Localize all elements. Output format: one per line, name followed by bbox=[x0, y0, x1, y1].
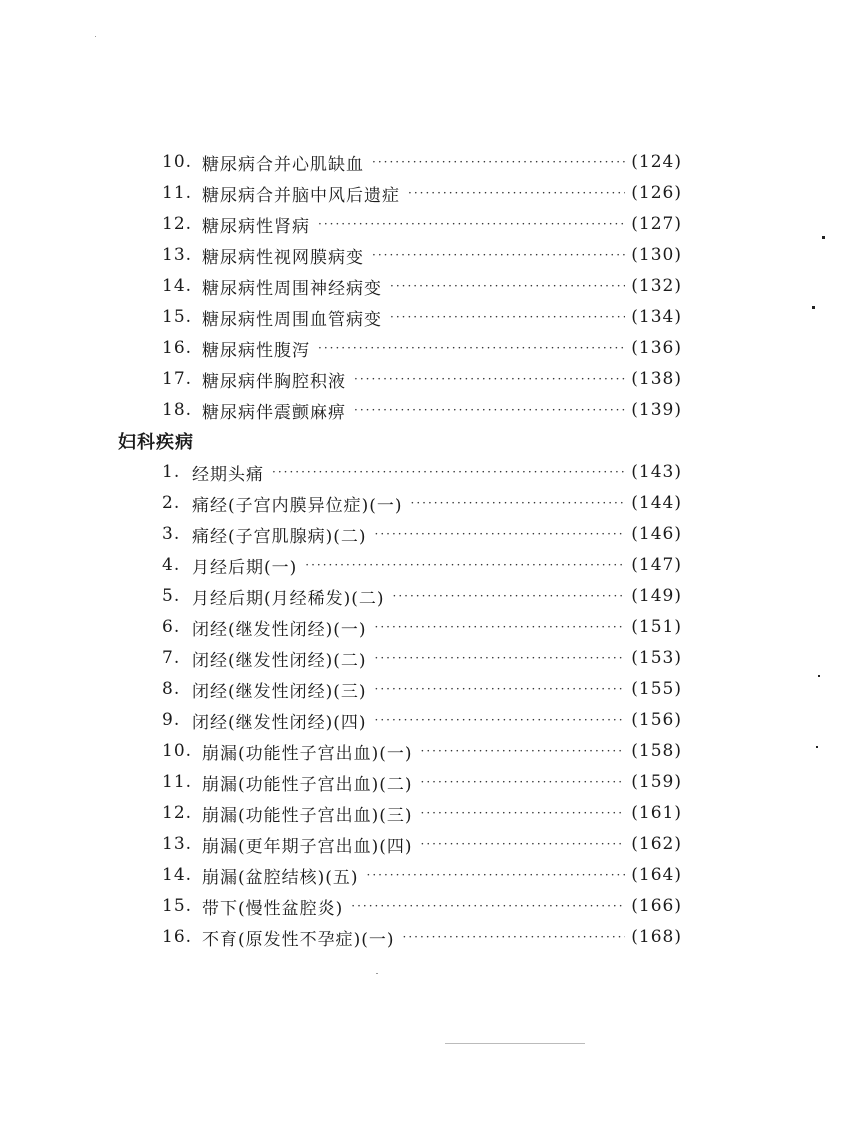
entry-number: 6. bbox=[162, 617, 181, 637]
entry-title: 不育(原发性不孕症)(一) bbox=[202, 929, 395, 950]
dot-leader bbox=[351, 899, 625, 913]
entry-number: 11. bbox=[162, 772, 193, 792]
dot-leader bbox=[354, 372, 625, 386]
entry-title: 糖尿病伴胸腔积液 bbox=[202, 371, 346, 392]
toc-entry bbox=[162, 674, 682, 704]
dot-leader bbox=[375, 651, 626, 665]
dot-leader bbox=[367, 868, 626, 882]
toc-entry bbox=[162, 860, 682, 890]
toc-entry bbox=[162, 240, 682, 270]
entry-page: (149) bbox=[631, 586, 682, 606]
dot-leader bbox=[403, 930, 626, 944]
toc-entry bbox=[162, 519, 682, 549]
entry-number: 5. bbox=[162, 586, 181, 606]
dot-leader bbox=[390, 279, 625, 293]
toc-entry bbox=[162, 891, 682, 921]
entry-page: (139) bbox=[631, 400, 682, 420]
toc-entry bbox=[162, 209, 682, 239]
toc-entry bbox=[162, 271, 682, 301]
entry-page: (164) bbox=[631, 865, 682, 885]
entry-number: 14. bbox=[162, 276, 193, 296]
scan-speck bbox=[816, 746, 818, 748]
entry-number: 9. bbox=[162, 710, 181, 730]
entry-page: (136) bbox=[631, 338, 682, 358]
dot-leader bbox=[390, 310, 625, 324]
toc-entry bbox=[162, 643, 682, 673]
toc-entry bbox=[162, 581, 682, 611]
entry-title: 经期头痛 bbox=[192, 464, 264, 485]
entry-page: (144) bbox=[631, 493, 682, 513]
entry-title: 崩漏(盆腔结核)(五) bbox=[202, 867, 359, 888]
toc-entry bbox=[162, 395, 682, 425]
entry-title: 崩漏(更年期子宫出血)(四) bbox=[202, 836, 413, 857]
dot-leader bbox=[372, 155, 625, 169]
entry-page: (151) bbox=[631, 617, 682, 637]
toc-entry bbox=[162, 147, 682, 177]
entry-number: 16. bbox=[162, 338, 193, 358]
dot-leader bbox=[421, 837, 626, 851]
entry-number: 15. bbox=[162, 307, 193, 327]
dot-leader bbox=[272, 465, 625, 479]
dot-leader bbox=[421, 775, 626, 789]
toc-entry bbox=[162, 705, 682, 735]
entry-page: (153) bbox=[631, 648, 682, 668]
dot-leader bbox=[305, 558, 625, 572]
entry-number: 12. bbox=[162, 214, 193, 234]
entry-number: 4. bbox=[162, 555, 181, 575]
entry-number: 1. bbox=[162, 462, 181, 482]
toc-entry bbox=[162, 736, 682, 766]
entry-number: 13. bbox=[162, 245, 193, 265]
scan-speck bbox=[445, 1043, 585, 1044]
entry-title: 糖尿病合并脑中风后遗症 bbox=[202, 185, 400, 206]
dot-leader bbox=[375, 620, 626, 634]
entry-title: 闭经(继发性闭经)(一) bbox=[192, 619, 367, 640]
entry-number: 2. bbox=[162, 493, 181, 513]
scan-speck bbox=[376, 973, 378, 974]
toc-entry bbox=[162, 302, 682, 332]
entry-number: 7. bbox=[162, 648, 181, 668]
toc-entry bbox=[162, 457, 682, 487]
scan-speck bbox=[822, 236, 825, 239]
entry-title: 闭经(继发性闭经)(二) bbox=[192, 650, 367, 671]
entry-number: 10. bbox=[162, 741, 193, 761]
entry-title: 糖尿病性肾病 bbox=[202, 216, 310, 237]
entry-title: 糖尿病性周围血管病变 bbox=[202, 309, 382, 330]
entry-title: 崩漏(功能性子宫出血)(一) bbox=[202, 743, 413, 764]
entry-number: 8. bbox=[162, 679, 181, 699]
dot-leader bbox=[393, 589, 626, 603]
entry-title: 糖尿病性腹泻 bbox=[202, 340, 310, 361]
toc-entry bbox=[162, 364, 682, 394]
scan-speck bbox=[95, 36, 96, 37]
entry-page: (166) bbox=[631, 896, 682, 916]
toc-entry bbox=[162, 922, 682, 952]
entry-title: 带下(慢性盆腔炎) bbox=[202, 898, 344, 919]
entry-page: (124) bbox=[631, 152, 682, 172]
toc-entry bbox=[162, 488, 682, 518]
entry-number: 12. bbox=[162, 803, 193, 823]
entry-page: (161) bbox=[631, 803, 682, 823]
entry-page: (158) bbox=[631, 741, 682, 761]
entry-page: (156) bbox=[631, 710, 682, 730]
dot-leader bbox=[421, 806, 626, 820]
section-heading: 妇科疾病 bbox=[118, 432, 194, 453]
toc-entry bbox=[162, 767, 682, 797]
entry-page: (138) bbox=[631, 369, 682, 389]
entry-number: 11. bbox=[162, 183, 193, 203]
entry-page: (168) bbox=[631, 927, 682, 947]
entry-page: (147) bbox=[631, 555, 682, 575]
entry-page: (143) bbox=[631, 462, 682, 482]
entry-title: 月经后期(月经稀发)(二) bbox=[192, 588, 385, 609]
entry-title: 糖尿病伴震颤麻痹 bbox=[202, 402, 346, 423]
dot-leader bbox=[421, 744, 626, 758]
entry-number: 17. bbox=[162, 369, 193, 389]
dot-leader bbox=[408, 186, 625, 200]
entry-page: (162) bbox=[631, 834, 682, 854]
entry-page: (130) bbox=[631, 245, 682, 265]
entry-page: (146) bbox=[631, 524, 682, 544]
entry-page: (132) bbox=[631, 276, 682, 296]
dot-leader bbox=[375, 713, 626, 727]
entry-title: 崩漏(功能性子宫出血)(三) bbox=[202, 805, 413, 826]
dot-leader bbox=[375, 682, 626, 696]
entry-title: 痛经(子宫肌腺病)(二) bbox=[192, 526, 367, 547]
entry-number: 15. bbox=[162, 896, 193, 916]
entry-page: (126) bbox=[631, 183, 682, 203]
entry-number: 3. bbox=[162, 524, 181, 544]
entry-page: (159) bbox=[631, 772, 682, 792]
dot-leader bbox=[411, 496, 626, 510]
entry-page: (155) bbox=[631, 679, 682, 699]
entry-title: 糖尿病合并心肌缺血 bbox=[202, 154, 364, 175]
entry-title: 闭经(继发性闭经)(三) bbox=[192, 681, 367, 702]
entry-title: 月经后期(一) bbox=[192, 557, 298, 578]
scan-speck bbox=[818, 675, 820, 677]
dot-leader bbox=[375, 527, 626, 541]
entry-title: 糖尿病性视网膜病变 bbox=[202, 247, 364, 268]
entry-number: 10. bbox=[162, 152, 193, 172]
toc-entry bbox=[162, 829, 682, 859]
entry-number: 14. bbox=[162, 865, 193, 885]
dot-leader bbox=[372, 248, 625, 262]
entry-page: (127) bbox=[631, 214, 682, 234]
entry-number: 16. bbox=[162, 927, 193, 947]
toc-entry bbox=[162, 612, 682, 642]
entry-number: 13. bbox=[162, 834, 193, 854]
dot-leader bbox=[318, 217, 625, 231]
toc-entry bbox=[162, 333, 682, 363]
toc-entry bbox=[162, 550, 682, 580]
entry-page: (134) bbox=[631, 307, 682, 327]
entry-title: 糖尿病性周围神经病变 bbox=[202, 278, 382, 299]
dot-leader bbox=[354, 403, 625, 417]
entry-title: 崩漏(功能性子宫出血)(二) bbox=[202, 774, 413, 795]
entry-title: 痛经(子宫内膜异位症)(一) bbox=[192, 495, 403, 516]
scan-speck bbox=[812, 306, 815, 309]
dot-leader bbox=[318, 341, 625, 355]
toc-entry bbox=[162, 178, 682, 208]
toc-entry bbox=[162, 798, 682, 828]
entry-title: 闭经(继发性闭经)(四) bbox=[192, 712, 367, 733]
entry-number: 18. bbox=[162, 400, 193, 420]
